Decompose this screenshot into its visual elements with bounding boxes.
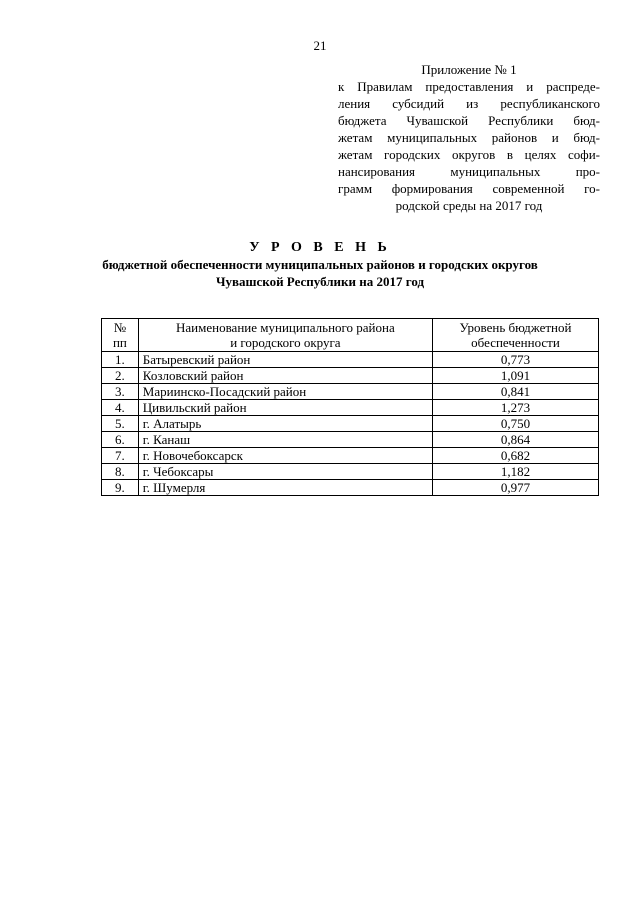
row-level: 0,841 — [432, 384, 598, 400]
table-row — [102, 400, 599, 416]
row-name: г. Шумерля — [138, 480, 432, 496]
budget-level-table — [101, 318, 599, 496]
header-number: № пп — [102, 319, 139, 352]
row-number: 8. — [102, 464, 139, 480]
row-number: 3. — [102, 384, 139, 400]
row-name: Цивильский район — [138, 400, 432, 416]
row-name: Батыревский район — [138, 352, 432, 368]
table-row — [102, 480, 599, 496]
row-level: 0,864 — [432, 432, 598, 448]
table-row — [102, 448, 599, 464]
row-level: 1,091 — [432, 368, 598, 384]
row-level: 1,273 — [432, 400, 598, 416]
table-row — [102, 384, 599, 400]
row-number: 5. — [102, 416, 139, 432]
row-number: 9. — [102, 480, 139, 496]
table-row — [102, 368, 599, 384]
row-name: г. Новочебоксарск — [138, 448, 432, 464]
row-number: 1. — [102, 352, 139, 368]
heading-title: У Р О В Е Н Ь — [249, 240, 391, 255]
row-number: 7. — [102, 448, 139, 464]
heading-subtitle-line2: Чувашской Республики на 2017 год — [215, 274, 425, 289]
row-name: Козловский район — [138, 368, 432, 384]
table-row — [102, 432, 599, 448]
row-number: 6. — [102, 432, 139, 448]
row-level: 0,977 — [432, 480, 598, 496]
header-name: Наименование муниципального района и городского округа — [138, 319, 432, 352]
row-number: 4. — [102, 400, 139, 416]
table-row — [102, 352, 599, 368]
appendix-line: жетам муниципальных районов и бюд- — [338, 130, 600, 145]
row-name: г. Алатырь — [138, 416, 432, 432]
table-row — [102, 464, 599, 480]
row-level: 1,182 — [432, 464, 598, 480]
appendix-line: ления субсидий из республиканского — [338, 96, 600, 111]
document-heading — [0, 239, 640, 290]
row-level: 0,682 — [432, 448, 598, 464]
header-level: Уровень бюджетной обеспеченности — [432, 319, 598, 352]
table-header-row — [102, 319, 599, 352]
row-name: г. Канаш — [138, 432, 432, 448]
row-name: Мариинско-Посадский район — [138, 384, 432, 400]
appendix-title: Приложение № 1 — [421, 62, 517, 77]
appendix-line: жетам городских округов в целях софи- — [338, 147, 600, 162]
row-number: 2. — [102, 368, 139, 384]
appendix-line: бюджета Чувашской Республики бюд- — [338, 113, 600, 128]
row-level: 0,750 — [432, 416, 598, 432]
appendix-line: к Правилам предоставления и распреде- — [338, 79, 600, 94]
appendix-line: нансирования муниципальных про- — [338, 164, 600, 179]
page-number: 21 — [313, 38, 327, 53]
row-level: 0,773 — [432, 352, 598, 368]
appendix-block — [338, 61, 600, 214]
row-name: г. Чебоксары — [138, 464, 432, 480]
heading-subtitle-line1: бюджетной обеспеченности муниципальных районов и городских округов — [102, 257, 538, 272]
appendix-line: родской среды на 2017 год — [395, 198, 543, 213]
table-row — [102, 416, 599, 432]
appendix-line: грамм формирования современной го- — [338, 181, 600, 196]
